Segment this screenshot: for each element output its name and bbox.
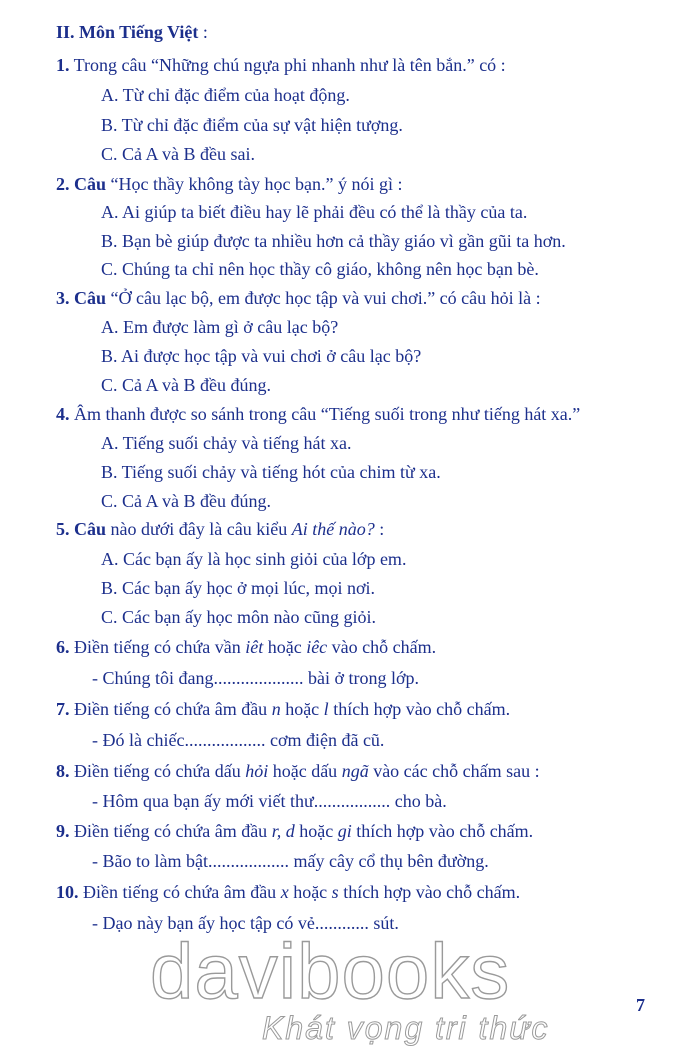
question-8-fill-sentence: - Hôm qua bạn ấy mới viết thư................. cho bà. — [92, 791, 447, 811]
question-3-option-b: B. Ai được học tập và vui chơi ở câu lạc bộ? — [101, 346, 422, 366]
page-number: 7 — [636, 995, 645, 1015]
question-5-option-a: A. Các bạn ấy là học sinh giỏi của lớp em. — [101, 549, 407, 569]
question-2-option-c: C. Chúng ta chỉ nên học thầy cô giáo, không nên học bạn bè. — [101, 259, 539, 279]
question-3-option-c: C. Cả A và B đều đúng. — [101, 375, 271, 395]
question-5-option-b: B. Các bạn ấy học ở mọi lúc, mọi nơi. — [101, 578, 375, 598]
question-1-option-b: B. Từ chỉ đặc điểm của sự vật hiện tượng. — [101, 115, 403, 135]
question-6-fill-sentence: - Chúng tôi đang.................... bài ở trong lớp. — [92, 668, 420, 688]
question-2-option-b: B. Bạn bè giúp được ta nhiều hơn cả thầy giáo vì gần gũi ta hơn. — [101, 231, 566, 251]
question-6: 6. Điền tiếng có chứa vần iêt hoặc iêc vào chỗ chấm. — [56, 637, 437, 657]
question-9: 9. Điền tiếng có chứa âm đầu r, d hoặc gi thích hợp vào chỗ chấm. — [56, 821, 534, 841]
watermark-logo: davibooks — [150, 927, 511, 1015]
question-1-option-c: C. Cả A và B đều sai. — [101, 144, 255, 164]
question-2-option-a: A. Ai giúp ta biết điều hay lẽ phải đều có thể là thầy của ta. — [101, 202, 528, 222]
section-title: II. Môn Tiếng Việt : — [56, 22, 208, 42]
question-4-option-a: A. Tiếng suối chảy và tiếng hát xa. — [101, 433, 352, 453]
question-7-fill-sentence: - Đó là chiếc.................. cơm điện đã cũ. — [92, 730, 385, 750]
question-4: 4. Âm thanh được so sánh trong câu “Tiếng suối trong như tiếng hát xa.” — [56, 404, 581, 424]
question-1: 1. Trong câu “Những chú ngựa phi nhanh như là tên bắn.” có : — [56, 55, 506, 75]
question-7: 7. Điền tiếng có chứa âm đầu n hoặc l thích hợp vào chỗ chấm. — [56, 699, 511, 719]
question-3-option-a: A. Em được làm gì ở câu lạc bộ? — [101, 317, 339, 337]
question-10-fill-sentence: - Dạo này bạn ấy học tập có vẻ............ sút. — [92, 913, 399, 933]
watermark-tagline: Khát vọng tri thức — [262, 1010, 550, 1046]
question-1-option-a: A. Từ chỉ đặc điểm của hoạt động. — [101, 85, 350, 105]
question-4-option-b: B. Tiếng suối chảy và tiếng hót của chim từ xa. — [101, 462, 441, 482]
question-8: 8. Điền tiếng có chứa dấu hỏi hoặc dấu ngã vào các chỗ chấm sau : — [56, 761, 540, 781]
question-3: 3. Câu “Ở câu lạc bộ, em được học tập và vui chơi.” có câu hỏi là : — [56, 288, 541, 308]
question-5: 5. Câu nào dưới đây là câu kiểu Ai thế nào? : — [56, 519, 385, 539]
question-2: 2. Câu “Học thầy không tày học bạn.” ý nói gì : — [56, 174, 403, 194]
question-4-option-c: C. Cả A và B đều đúng. — [101, 491, 271, 511]
question-10: 10. Điền tiếng có chứa âm đầu x hoặc s thích hợp vào chỗ chấm. — [56, 882, 521, 902]
question-9-fill-sentence: - Bão to làm bật.................. mấy cây cổ thụ bên đường. — [92, 851, 489, 871]
question-5-option-c: C. Các bạn ấy học môn nào cũng giỏi. — [101, 607, 376, 627]
